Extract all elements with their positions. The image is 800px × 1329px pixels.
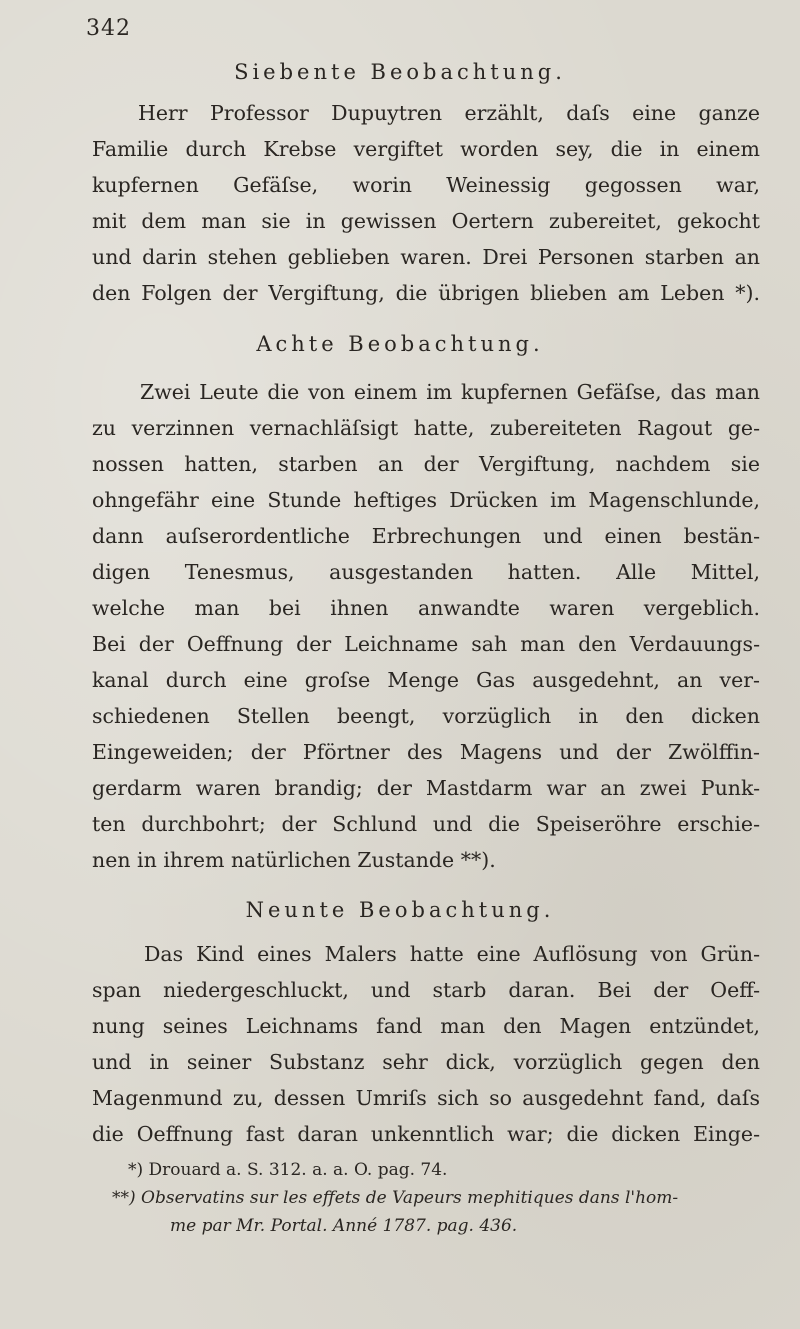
text-line: welche man bei ihnen anwandte waren vergeblich. xyxy=(92,596,760,620)
text-line: und darin stehen geblieben waren. Drei Personen starben an xyxy=(92,245,760,269)
text-line: ohngefähr eine Stunde heftiges Drücken im Magenschlunde, xyxy=(92,488,760,512)
text-line: Familie durch Krebse vergiftet worden sey, die in einem xyxy=(92,137,760,161)
footnote xyxy=(112,1184,762,1212)
text-line: mit dem man sie in gewissen Oertern zubereitet, gekocht xyxy=(92,209,760,233)
text-line: gerdarm waren brandig; der Mastdarm war an zwei Punk- xyxy=(92,776,760,800)
text-line: schiedenen Stellen beengt, vorzüglich in den dicken xyxy=(92,704,760,728)
text-line: kanal durch eine groſse Menge Gas ausgedehnt, an ver- xyxy=(92,668,760,692)
text-line: und in seiner Substanz sehr dick, vorzüglich gegen den xyxy=(92,1050,760,1074)
text-line: Magenmund zu, dessen Umriſs sich so ausgedehnt fand, daſs xyxy=(92,1086,760,1110)
section-heading: Neunte Beobachtung. xyxy=(245,898,555,922)
text-line: die Oeffnung fast daran unkenntlich war; die dicken Einge- xyxy=(92,1122,760,1146)
footnote-text: me par Mr. Portal. Anné 1787. pag. 436. xyxy=(170,1216,518,1236)
section-heading: Achte Beobachtung. xyxy=(256,332,544,356)
text-line: Bei der Oeffnung der Leichname sah man den Verdauungs- xyxy=(92,632,760,656)
text-line: den Folgen der Vergiftung, die übrigen blieben am Leben *). xyxy=(92,281,760,305)
text-line: Das Kind eines Malers hatte eine Auflösung von Grün- xyxy=(144,942,760,966)
text-line: Zwei Leute die von einem im kupfernen Gefäſse, das man xyxy=(140,380,760,404)
text-line: span niedergeschluckt, und starb daran. Bei der Oeff- xyxy=(92,978,760,1002)
text-line: ten durchbohrt; der Schlund und die Speiseröhre erschie- xyxy=(92,812,760,836)
footnote: *) Drouard a. S. 312. a. a. O. pag. 74. xyxy=(128,1160,448,1180)
footnote-text: **) Observatins sur les effets de Vapeurs mephitiques dans l'hom- xyxy=(112,1188,679,1208)
text-line: digen Tenesmus, ausgestanden hatten. Alle Mittel, xyxy=(92,560,760,584)
text-line: zu verzinnen vernachläſsigt hatte, zubereiteten Ragout ge- xyxy=(92,416,760,440)
page-number: 342 xyxy=(86,16,131,41)
text-line: nung seines Leichnams fand man den Magen entzündet, xyxy=(92,1014,760,1038)
text-line: kupfernen Gefäſse, worin Weinessig gegossen war, xyxy=(92,173,760,197)
text-line: nossen hatten, starben an der Vergiftung, nachdem sie xyxy=(92,452,760,476)
text-line: nen in ihrem natürlichen Zustande **). xyxy=(92,848,496,872)
text-line: Eingeweiden; der Pförtner des Magens und der Zwölffin- xyxy=(92,740,760,764)
text-line: Herr Professor Dupuytren erzählt, daſs eine ganze xyxy=(138,101,760,125)
section-heading: Siebente Beobachtung. xyxy=(234,60,566,84)
footnote xyxy=(170,1212,800,1240)
text-line: dann auſserordentliche Erbrechungen und einen bestän- xyxy=(92,524,760,548)
